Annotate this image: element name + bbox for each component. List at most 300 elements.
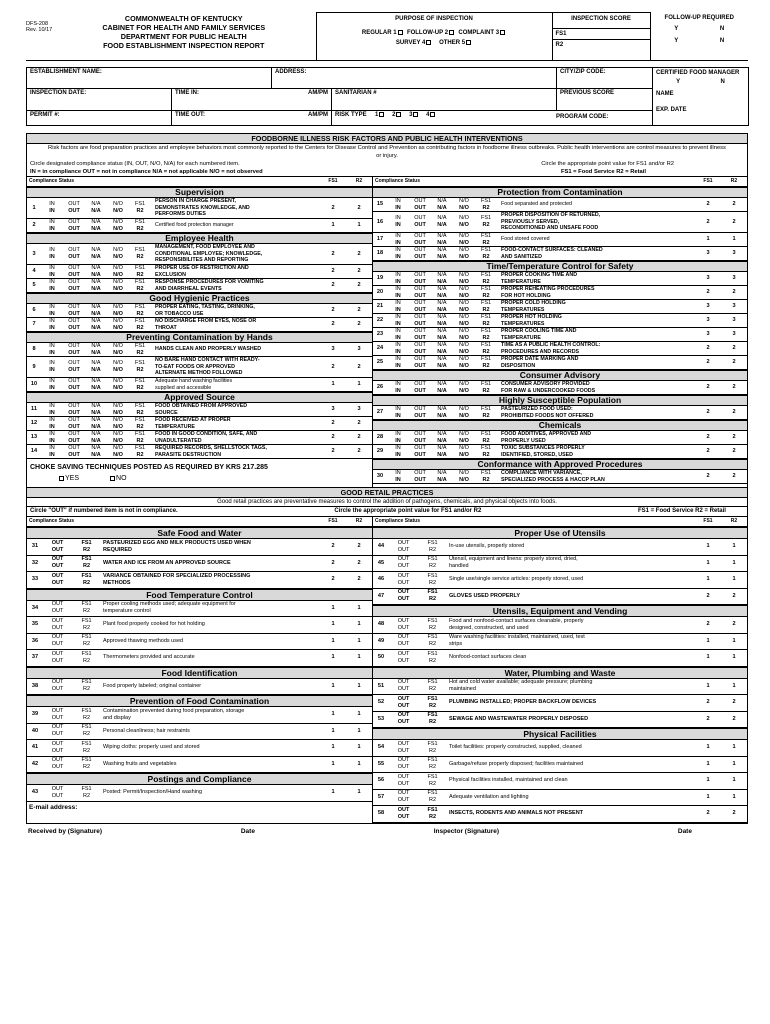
in-option[interactable]: IN bbox=[49, 317, 55, 324]
fs1-option[interactable]: FS1 bbox=[427, 539, 438, 546]
no-option[interactable]: N/O bbox=[113, 384, 123, 391]
fs1-points[interactable]: 2 bbox=[331, 559, 335, 566]
no-option[interactable]: N/O bbox=[113, 342, 123, 349]
r2-points[interactable]: 1 bbox=[357, 222, 361, 228]
r2-option[interactable]: R2 bbox=[82, 657, 91, 664]
in-option[interactable]: IN bbox=[49, 208, 55, 214]
fs1-points[interactable]: 3 bbox=[706, 250, 710, 256]
no-option[interactable]: N/O bbox=[113, 278, 123, 285]
no-option[interactable]: N/O bbox=[459, 197, 469, 204]
out-option[interactable]: OUT bbox=[397, 617, 410, 624]
r2-points[interactable]: 2 bbox=[357, 559, 361, 566]
r2-points[interactable]: 1 bbox=[732, 682, 736, 689]
na-option[interactable]: N/A bbox=[91, 377, 101, 384]
r2-option[interactable]: R2 bbox=[82, 579, 91, 586]
no-option[interactable]: N/O bbox=[113, 377, 123, 384]
fs1-option[interactable]: FS1 bbox=[81, 650, 92, 657]
r2-option[interactable]: R2 bbox=[82, 608, 91, 615]
in-option[interactable]: IN bbox=[49, 247, 55, 253]
permit-field[interactable]: PERMIT #: bbox=[27, 111, 172, 126]
r2-points[interactable]: 3 bbox=[732, 331, 736, 337]
r2-points[interactable]: 2 bbox=[732, 409, 736, 415]
fs1-points[interactable]: 2 bbox=[331, 434, 335, 440]
na-option[interactable]: N/A bbox=[91, 384, 101, 391]
na-option[interactable]: N/A bbox=[437, 405, 447, 412]
out-option[interactable]: OUT bbox=[397, 719, 410, 726]
fs1-points[interactable]: 1 bbox=[706, 744, 710, 751]
na-option[interactable]: N/A bbox=[437, 271, 447, 278]
fs1-points[interactable]: 3 bbox=[706, 317, 710, 323]
r2-points[interactable]: 1 bbox=[732, 559, 736, 566]
r2-option[interactable]: R2 bbox=[82, 764, 91, 771]
out-option[interactable]: OUT bbox=[51, 657, 64, 664]
no-option[interactable]: N/O bbox=[459, 246, 469, 253]
r2-option[interactable]: R2 bbox=[428, 719, 437, 726]
in-option[interactable]: IN bbox=[49, 285, 55, 292]
out-option[interactable]: OUT bbox=[414, 476, 426, 483]
na-option[interactable]: N/A bbox=[437, 239, 447, 246]
out-option[interactable]: OUT bbox=[51, 707, 64, 714]
no-option[interactable]: N/O bbox=[113, 360, 123, 366]
na-option[interactable]: N/A bbox=[437, 327, 447, 334]
fs1-option[interactable]: FS1 bbox=[134, 416, 146, 423]
out-option[interactable]: OUT bbox=[51, 624, 64, 631]
fs1-option[interactable]: FS1 bbox=[480, 341, 492, 348]
in-option[interactable]: IN bbox=[49, 254, 55, 260]
fs1-option[interactable]: FS1 bbox=[81, 617, 92, 624]
in-option[interactable]: IN bbox=[395, 412, 401, 419]
r2-option[interactable]: R2 bbox=[136, 324, 144, 331]
out-option[interactable]: OUT bbox=[51, 785, 64, 792]
no-option[interactable]: N/O bbox=[113, 271, 123, 278]
fs1-points[interactable]: 2 bbox=[331, 363, 335, 370]
in-option[interactable]: IN bbox=[49, 225, 55, 232]
out-option[interactable]: OUT bbox=[68, 264, 80, 271]
no-option[interactable]: N/O bbox=[459, 320, 469, 327]
fs1-option[interactable]: FS1 bbox=[134, 444, 146, 451]
risk-3-checkbox[interactable] bbox=[413, 112, 418, 117]
fs1-points[interactable]: 2 bbox=[706, 434, 710, 440]
no-option[interactable]: N/O bbox=[459, 222, 469, 228]
r2-points[interactable]: 3 bbox=[732, 303, 736, 309]
in-option[interactable]: IN bbox=[49, 360, 55, 366]
r2-points[interactable]: 2 bbox=[357, 363, 361, 370]
purpose-complaint-checkbox[interactable] bbox=[500, 30, 505, 35]
fs1-points[interactable]: 3 bbox=[706, 331, 710, 337]
no-option[interactable]: N/O bbox=[113, 218, 123, 225]
r2-points[interactable]: 2 bbox=[732, 715, 736, 722]
na-option[interactable]: N/A bbox=[91, 247, 101, 253]
out-option[interactable]: OUT bbox=[51, 764, 64, 771]
out-option[interactable]: OUT bbox=[414, 320, 426, 327]
purpose-survey-checkbox[interactable] bbox=[426, 40, 431, 45]
in-option[interactable]: IN bbox=[49, 402, 55, 409]
in-option[interactable]: IN bbox=[395, 313, 401, 320]
na-option[interactable]: N/A bbox=[437, 204, 447, 211]
out-option[interactable]: OUT bbox=[68, 367, 80, 373]
no-option[interactable]: N/O bbox=[113, 409, 123, 416]
no-option[interactable]: N/O bbox=[459, 348, 469, 355]
r2-option[interactable]: R2 bbox=[428, 780, 437, 787]
r2-points[interactable]: 1 bbox=[357, 744, 361, 751]
out-option[interactable]: OUT bbox=[414, 412, 426, 419]
out-option[interactable]: OUT bbox=[68, 208, 80, 214]
r2-points[interactable]: 2 bbox=[357, 321, 361, 327]
r2-points[interactable]: 2 bbox=[357, 576, 361, 583]
in-option[interactable]: IN bbox=[49, 201, 55, 207]
out-option[interactable]: OUT bbox=[51, 757, 64, 764]
r2-points[interactable]: 1 bbox=[357, 789, 361, 796]
previous-score-field[interactable]: PREVIOUS SCORE bbox=[557, 89, 653, 111]
out-option[interactable]: OUT bbox=[397, 712, 410, 719]
na-option[interactable]: N/A bbox=[91, 278, 101, 285]
fs1-option[interactable]: FS1 bbox=[480, 380, 492, 387]
out-option[interactable]: OUT bbox=[68, 384, 80, 391]
fs1-points[interactable]: 2 bbox=[706, 384, 710, 390]
fs1-option[interactable]: FS1 bbox=[480, 327, 492, 334]
fs1-points[interactable]: 2 bbox=[331, 268, 335, 274]
r2-points[interactable]: 2 bbox=[357, 543, 361, 550]
na-option[interactable]: N/A bbox=[91, 402, 101, 409]
fs1-option[interactable]: FS1 bbox=[480, 313, 492, 320]
fs1-option[interactable]: FS1 bbox=[81, 724, 92, 731]
out-option[interactable]: OUT bbox=[68, 451, 80, 458]
out-option[interactable]: OUT bbox=[397, 773, 410, 780]
out-option[interactable]: OUT bbox=[397, 740, 410, 747]
r2-option[interactable]: R2 bbox=[428, 813, 437, 820]
fs1-points[interactable]: 1 bbox=[331, 222, 335, 228]
fs1-option[interactable]: FS1 bbox=[134, 218, 146, 225]
fs1-option[interactable]: FS1 bbox=[480, 246, 492, 253]
out-option[interactable]: OUT bbox=[414, 469, 426, 476]
na-option[interactable]: N/A bbox=[437, 197, 447, 204]
r2-option[interactable]: R2 bbox=[136, 208, 144, 214]
fs1-option[interactable]: FS1 bbox=[81, 634, 92, 641]
fs1-points[interactable]: 1 bbox=[331, 654, 335, 661]
r2-points[interactable]: 2 bbox=[357, 448, 361, 454]
r2-option[interactable]: R2 bbox=[136, 310, 144, 317]
out-option[interactable]: OUT bbox=[397, 702, 410, 709]
out-option[interactable]: OUT bbox=[397, 624, 410, 631]
r2-option[interactable]: R2 bbox=[428, 546, 437, 553]
out-option[interactable]: OUT bbox=[397, 572, 410, 579]
na-option[interactable]: N/A bbox=[437, 306, 447, 313]
no-option[interactable]: N/O bbox=[459, 292, 469, 299]
fs1-option[interactable]: FS1 bbox=[427, 572, 438, 579]
fs1-points[interactable]: 2 bbox=[331, 204, 335, 211]
fs1-points[interactable]: 2 bbox=[331, 282, 335, 288]
fs1-option[interactable]: FS1 bbox=[427, 790, 438, 797]
out-option[interactable]: OUT bbox=[51, 634, 64, 641]
no-option[interactable]: N/O bbox=[113, 225, 123, 232]
out-option[interactable]: OUT bbox=[414, 444, 426, 451]
choke-no-checkbox[interactable] bbox=[110, 476, 115, 481]
r2-option[interactable]: R2 bbox=[136, 349, 144, 356]
r2-option[interactable]: R2 bbox=[482, 222, 490, 228]
fs1-points[interactable]: 3 bbox=[706, 275, 710, 281]
out-option[interactable]: OUT bbox=[51, 724, 64, 731]
fs1-points[interactable]: 1 bbox=[331, 760, 335, 767]
out-option[interactable]: OUT bbox=[68, 271, 80, 278]
out-option[interactable]: OUT bbox=[68, 342, 80, 349]
out-option[interactable]: OUT bbox=[68, 423, 80, 430]
no-option[interactable]: N/O bbox=[113, 247, 123, 253]
in-option[interactable]: IN bbox=[49, 430, 55, 437]
na-option[interactable]: N/A bbox=[437, 412, 447, 419]
r2-points[interactable]: 2 bbox=[357, 434, 361, 440]
r2-option[interactable]: R2 bbox=[482, 306, 490, 313]
email-address-field[interactable]: E-mail address: bbox=[29, 803, 78, 811]
r2-option[interactable]: R2 bbox=[482, 412, 490, 419]
fs1-no[interactable]: N bbox=[719, 25, 725, 32]
fs1-points[interactable]: 2 bbox=[706, 592, 710, 599]
na-option[interactable]: N/A bbox=[437, 222, 447, 228]
fs1-option[interactable]: FS1 bbox=[427, 679, 438, 686]
out-option[interactable]: OUT bbox=[68, 437, 80, 444]
no-option[interactable]: N/O bbox=[459, 334, 469, 341]
fs1-option[interactable]: FS1 bbox=[81, 707, 92, 714]
time-out-field[interactable]: TIME OUT: AM/PM bbox=[172, 111, 332, 126]
out-option[interactable]: OUT bbox=[68, 409, 80, 416]
fs1-points[interactable]: 1 bbox=[331, 604, 335, 611]
inspection-date-field[interactable]: INSPECTION DATE: bbox=[27, 89, 172, 111]
out-option[interactable]: OUT bbox=[51, 792, 64, 799]
in-option[interactable]: IN bbox=[49, 437, 55, 444]
fs1-option[interactable]: FS1 bbox=[480, 355, 492, 362]
out-option[interactable]: OUT bbox=[414, 355, 426, 362]
in-option[interactable]: IN bbox=[49, 349, 55, 356]
out-option[interactable]: OUT bbox=[51, 579, 64, 586]
na-option[interactable]: N/A bbox=[91, 360, 101, 366]
out-option[interactable]: OUT bbox=[397, 780, 410, 787]
na-option[interactable]: N/A bbox=[437, 313, 447, 320]
in-option[interactable]: IN bbox=[49, 264, 55, 271]
fs1-points[interactable]: 2 bbox=[706, 473, 710, 479]
na-option[interactable]: N/A bbox=[91, 218, 101, 225]
r2-points[interactable]: 2 bbox=[732, 218, 736, 225]
risk-1-checkbox[interactable] bbox=[379, 112, 384, 117]
na-option[interactable]: N/A bbox=[91, 310, 101, 317]
na-option[interactable]: N/A bbox=[91, 416, 101, 423]
fs1-points[interactable]: 2 bbox=[706, 289, 710, 295]
no-option[interactable]: N/O bbox=[459, 476, 469, 483]
na-option[interactable]: N/A bbox=[437, 215, 447, 221]
fs1-points[interactable]: 2 bbox=[706, 448, 710, 454]
na-option[interactable]: N/A bbox=[437, 469, 447, 476]
r2-option[interactable]: R2 bbox=[428, 747, 437, 754]
r2-points[interactable]: 3 bbox=[732, 317, 736, 323]
r2-option[interactable]: R2 bbox=[482, 348, 490, 355]
no-option[interactable]: N/O bbox=[113, 324, 123, 331]
out-option[interactable]: OUT bbox=[68, 324, 80, 331]
fs1-points[interactable]: 2 bbox=[706, 409, 710, 415]
out-option[interactable]: OUT bbox=[397, 813, 410, 820]
na-option[interactable]: N/A bbox=[437, 348, 447, 355]
na-option[interactable]: N/A bbox=[91, 254, 101, 260]
in-option[interactable]: IN bbox=[395, 299, 401, 306]
r2-option[interactable]: R2 bbox=[136, 384, 144, 391]
out-option[interactable]: OUT bbox=[51, 556, 64, 563]
in-option[interactable]: IN bbox=[395, 232, 401, 239]
received-by-signature[interactable]: Received by (Signature) bbox=[28, 827, 103, 835]
no-option[interactable]: N/O bbox=[113, 201, 123, 207]
r2-option[interactable]: R2 bbox=[482, 204, 490, 211]
na-option[interactable]: N/A bbox=[437, 430, 447, 437]
fs1-option[interactable]: FS1 bbox=[81, 785, 92, 792]
no-option[interactable]: N/O bbox=[459, 437, 469, 444]
r2-option[interactable]: R2 bbox=[482, 292, 490, 299]
no-option[interactable]: N/O bbox=[459, 469, 469, 476]
na-option[interactable]: N/A bbox=[437, 299, 447, 306]
fs1-points[interactable]: 1 bbox=[706, 760, 710, 767]
in-option[interactable]: IN bbox=[395, 197, 401, 204]
fs1-points[interactable]: 2 bbox=[331, 448, 335, 454]
na-option[interactable]: N/A bbox=[91, 317, 101, 324]
no-option[interactable]: N/O bbox=[459, 278, 469, 285]
na-option[interactable]: N/A bbox=[91, 201, 101, 207]
no-option[interactable]: N/O bbox=[113, 349, 123, 356]
r2-no[interactable]: N bbox=[719, 37, 725, 44]
in-option[interactable]: IN bbox=[395, 387, 401, 394]
fs1-option[interactable]: FS1 bbox=[134, 430, 146, 437]
no-option[interactable]: N/O bbox=[113, 451, 123, 458]
r2-points[interactable]: 2 bbox=[732, 621, 736, 628]
fs1-points[interactable]: 2 bbox=[331, 576, 335, 583]
fs1-option[interactable]: FS1 bbox=[134, 342, 146, 349]
r2-points[interactable]: 3 bbox=[357, 406, 361, 412]
no-option[interactable]: N/O bbox=[113, 402, 123, 409]
no-option[interactable]: N/O bbox=[113, 416, 123, 423]
na-option[interactable]: N/A bbox=[437, 285, 447, 292]
fs1-option[interactable]: FS1 bbox=[134, 278, 146, 285]
r2-points[interactable]: 1 bbox=[357, 381, 361, 387]
fs1-option[interactable]: FS1 bbox=[480, 299, 492, 306]
na-option[interactable]: N/A bbox=[437, 292, 447, 299]
r2-option[interactable]: R2 bbox=[482, 387, 490, 394]
in-option[interactable]: IN bbox=[49, 451, 55, 458]
out-option[interactable]: OUT bbox=[51, 546, 64, 553]
no-option[interactable]: N/O bbox=[459, 380, 469, 387]
r2-points[interactable]: 2 bbox=[357, 282, 361, 288]
r2-option[interactable]: R2 bbox=[428, 579, 437, 586]
fs1-option[interactable]: FS1 bbox=[480, 271, 492, 278]
out-option[interactable]: OUT bbox=[414, 380, 426, 387]
out-option[interactable]: OUT bbox=[51, 539, 64, 546]
na-option[interactable]: N/A bbox=[437, 355, 447, 362]
na-option[interactable]: N/A bbox=[91, 225, 101, 232]
out-option[interactable]: OUT bbox=[51, 572, 64, 579]
na-option[interactable]: N/A bbox=[437, 232, 447, 239]
risk-4-checkbox[interactable] bbox=[430, 112, 435, 117]
fs1-option[interactable]: FS1 bbox=[134, 402, 146, 409]
no-option[interactable]: N/O bbox=[113, 310, 123, 317]
no-option[interactable]: N/O bbox=[113, 254, 123, 260]
na-option[interactable]: N/A bbox=[91, 430, 101, 437]
na-option[interactable]: N/A bbox=[91, 367, 101, 373]
out-option[interactable]: OUT bbox=[68, 303, 80, 310]
r2-option[interactable]: R2 bbox=[136, 367, 144, 373]
in-option[interactable]: IN bbox=[395, 246, 401, 253]
fs1-option[interactable]: FS1 bbox=[480, 232, 492, 239]
out-option[interactable]: OUT bbox=[414, 327, 426, 334]
fs1-option[interactable]: FS1 bbox=[134, 264, 146, 271]
fs1-yes[interactable]: Y bbox=[674, 25, 679, 32]
no-option[interactable]: N/O bbox=[459, 232, 469, 239]
r2-points[interactable]: 3 bbox=[357, 346, 361, 352]
na-option[interactable]: N/A bbox=[437, 451, 447, 458]
in-option[interactable]: IN bbox=[49, 218, 55, 225]
fs1-points[interactable]: 1 bbox=[706, 637, 710, 644]
fs1-points[interactable]: 3 bbox=[706, 303, 710, 309]
fs1-points[interactable]: 2 bbox=[706, 715, 710, 722]
score-fs1[interactable]: FS1 bbox=[553, 28, 650, 39]
r2-option[interactable]: R2 bbox=[82, 641, 91, 648]
fs1-option[interactable]: FS1 bbox=[81, 572, 92, 579]
fs1-points[interactable]: 1 bbox=[706, 576, 710, 583]
no-option[interactable]: N/O bbox=[113, 367, 123, 373]
r2-points[interactable]: 2 bbox=[732, 699, 736, 706]
fs1-points[interactable]: 2 bbox=[706, 810, 710, 817]
in-option[interactable]: IN bbox=[395, 253, 401, 260]
r2-option[interactable]: R2 bbox=[82, 714, 91, 721]
time-in-field[interactable]: TIME IN: AM/PM bbox=[172, 89, 332, 111]
fs1-option[interactable]: FS1 bbox=[134, 360, 146, 366]
fs1-option[interactable]: FS1 bbox=[427, 773, 438, 780]
no-option[interactable]: N/O bbox=[459, 451, 469, 458]
out-option[interactable]: OUT bbox=[51, 747, 64, 754]
no-option[interactable]: N/O bbox=[113, 437, 123, 444]
fs1-points[interactable]: 1 bbox=[706, 777, 710, 784]
na-option[interactable]: N/A bbox=[91, 303, 101, 310]
out-option[interactable]: OUT bbox=[414, 437, 426, 444]
in-option[interactable]: IN bbox=[49, 416, 55, 423]
in-option[interactable]: IN bbox=[395, 405, 401, 412]
in-option[interactable]: IN bbox=[395, 451, 401, 458]
na-option[interactable]: N/A bbox=[91, 349, 101, 356]
r2-option[interactable]: R2 bbox=[482, 451, 490, 458]
out-option[interactable]: OUT bbox=[397, 650, 410, 657]
r2-option[interactable]: R2 bbox=[482, 239, 490, 246]
out-option[interactable]: OUT bbox=[68, 377, 80, 384]
r2-option[interactable]: R2 bbox=[136, 423, 144, 430]
in-option[interactable]: IN bbox=[49, 423, 55, 430]
cfm-no[interactable]: N bbox=[720, 78, 725, 85]
out-option[interactable]: OUT bbox=[414, 292, 426, 299]
fs1-option[interactable]: FS1 bbox=[427, 650, 438, 657]
r2-points[interactable]: 2 bbox=[732, 448, 736, 454]
r2-option[interactable]: R2 bbox=[482, 437, 490, 444]
out-option[interactable]: OUT bbox=[414, 348, 426, 355]
fs1-points[interactable]: 1 bbox=[331, 711, 335, 718]
na-option[interactable]: N/A bbox=[437, 341, 447, 348]
out-option[interactable]: OUT bbox=[397, 556, 410, 563]
in-option[interactable]: IN bbox=[395, 362, 401, 369]
out-option[interactable]: OUT bbox=[51, 686, 64, 693]
na-option[interactable]: N/A bbox=[437, 437, 447, 444]
out-option[interactable]: OUT bbox=[397, 546, 410, 553]
r2-points[interactable]: 1 bbox=[732, 760, 736, 767]
in-option[interactable]: IN bbox=[395, 355, 401, 362]
fs1-points[interactable]: 1 bbox=[706, 654, 710, 661]
r2-points[interactable]: 3 bbox=[732, 250, 736, 256]
out-option[interactable]: OUT bbox=[414, 253, 426, 260]
r2-option[interactable]: R2 bbox=[482, 476, 490, 483]
out-option[interactable]: OUT bbox=[414, 405, 426, 412]
r2-points[interactable]: 1 bbox=[732, 637, 736, 644]
in-option[interactable]: IN bbox=[395, 469, 401, 476]
fs1-option[interactable]: FS1 bbox=[427, 695, 438, 702]
no-option[interactable]: N/O bbox=[459, 387, 469, 394]
